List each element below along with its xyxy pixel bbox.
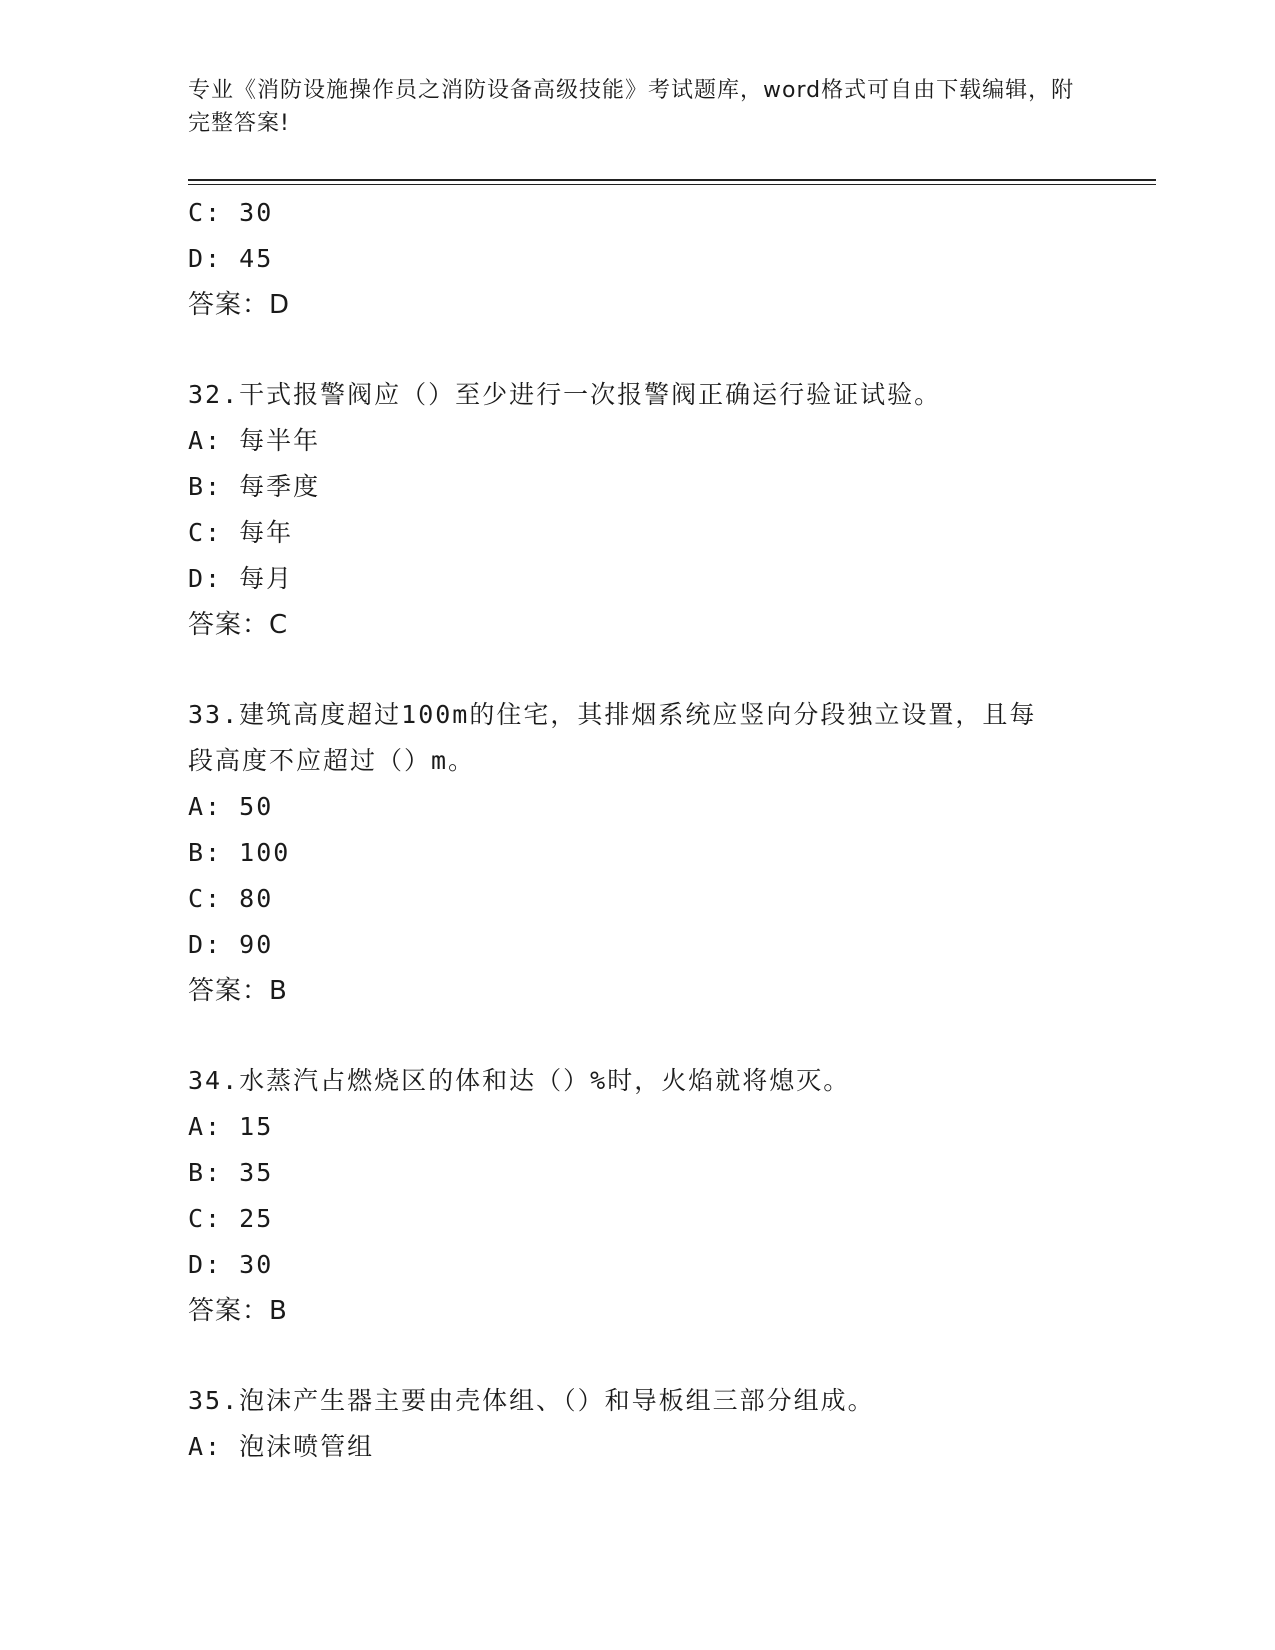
option-a: A: 每半年 xyxy=(188,426,321,455)
option-c: C: 80 xyxy=(188,884,274,913)
option-b: B: 每季度 xyxy=(188,472,321,501)
option-a: A: 15 xyxy=(188,1112,274,1141)
option-c: C: 30 xyxy=(188,198,274,227)
question-35 xyxy=(188,1378,1088,1470)
answer-label: 答案：B xyxy=(188,1296,288,1326)
question-stem: 32.干式报警阀应（）至少进行一次报警阀正确运行验证试验。 xyxy=(188,380,942,409)
carryover-block xyxy=(188,190,1088,328)
question-stem: 33.建筑高度超过100m的住宅，其排烟系统应竖向分段独立设置，且每段高度不应超过（）m。 xyxy=(188,700,1037,775)
option-b: B: 100 xyxy=(188,838,291,867)
option-d: D: 每月 xyxy=(188,564,294,593)
option-a: A: 泡沫喷管组 xyxy=(188,1432,375,1461)
answer-label: 答案：D xyxy=(188,290,291,320)
question-32 xyxy=(188,372,1088,648)
question-stem: 35.泡沫产生器主要由壳体组、（）和导板组三部分组成。 xyxy=(188,1386,875,1415)
question-content xyxy=(188,190,1088,1470)
answer-label: 答案：C xyxy=(188,610,289,640)
question-34 xyxy=(188,1058,1088,1334)
option-b: B: 35 xyxy=(188,1158,274,1187)
answer-label: 答案：B xyxy=(188,976,288,1006)
option-c: C: 25 xyxy=(188,1204,274,1233)
header-rule-thick xyxy=(188,179,1156,181)
option-d: D: 45 xyxy=(188,244,274,273)
option-c: C: 每年 xyxy=(188,518,294,547)
header-rule-thin xyxy=(188,184,1156,185)
question-stem: 34.水蒸汽占燃烧区的体和达（）%时，火焰就将熄灭。 xyxy=(188,1066,851,1095)
question-33 xyxy=(188,692,1088,1014)
option-a: A: 50 xyxy=(188,792,274,821)
option-d: D: 90 xyxy=(188,930,274,959)
option-d: D: 30 xyxy=(188,1250,274,1279)
document-header: 专业《消防设施操作员之消防设备高级技能》考试题库，word格式可自由下载编辑，附完整答案! xyxy=(188,78,1075,136)
